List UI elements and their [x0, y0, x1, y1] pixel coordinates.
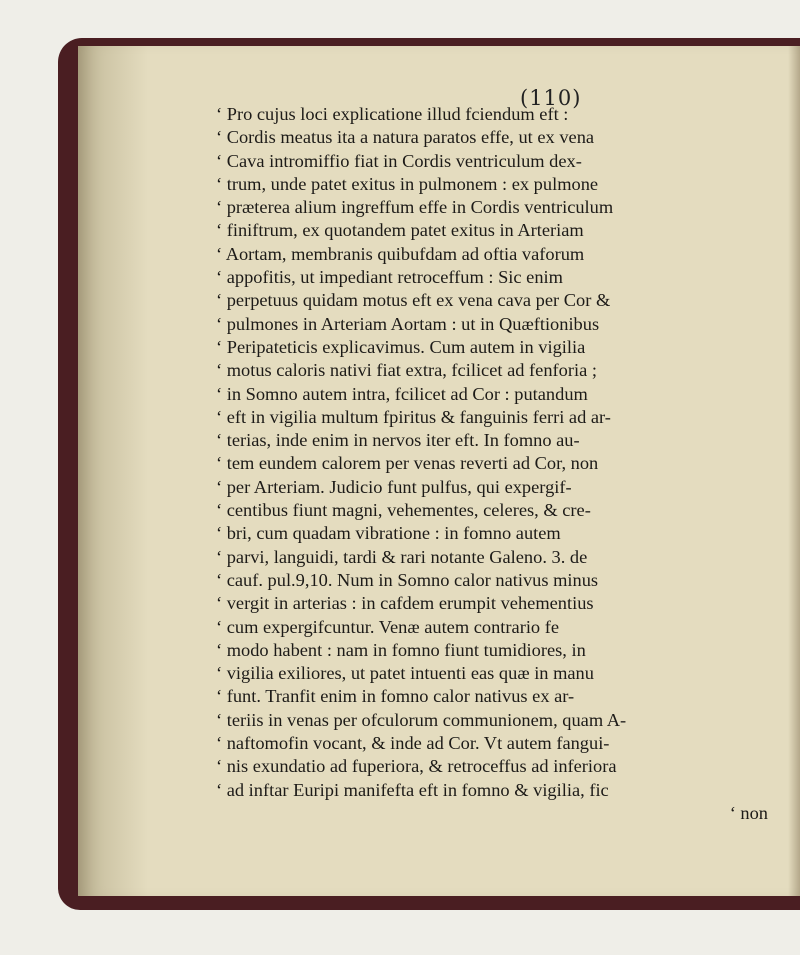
text-line: ‘ per Arteriam. Judicio funt pulfus, qui expergif- [216, 476, 572, 497]
text-line: ‘ funt. Tranfit enim in fomno calor nativus ex ar- [216, 686, 575, 707]
text-line: ‘ finiftrum, ex quotandem patet exitus in Arteriam [216, 220, 584, 241]
page-gutter-shadow [78, 46, 148, 896]
text-line: ‘ vigilia exiliores, ut patet intuenti eas quæ in manu [216, 663, 594, 684]
text-line: ‘ Aortam, membranis quibufdam ad oftia vaforum [216, 243, 585, 264]
text-line: ‘ terias, inde enim in nervos iter eft. In fomno au- [216, 430, 580, 451]
text-line: ‘ ad inftar Euripi manifefta eft in fomno & vigilia, fic [216, 779, 609, 800]
text-line: ‘ Pro cujus loci explicatione illud fciendum eft : [216, 104, 569, 124]
text-line: ‘ nis exundatio ad fuperiora, & retroceffus ad inferiora [216, 756, 617, 777]
catchword: ‘ non [729, 802, 768, 823]
text-line: ‘ Peripateticis explicavimus. Cum autem in vigilia [216, 336, 586, 357]
text-line: ‘ præterea alium ingreffum effe in Cordis ventriculum [216, 197, 614, 218]
text-block [216, 103, 776, 825]
text-line: ‘ Cava intromiffio fiat in Cordis ventriculum dex- [216, 150, 582, 171]
text-line: ‘ cum expergifcuntur. Venæ autem contrario fe [216, 616, 560, 637]
text-line: ‘ eft in vigilia multum fpiritus & fanguinis ferri ad ar- [216, 406, 611, 427]
text-line: ‘ perpetuus quidam motus eft ex vena cava per Cor & [216, 290, 611, 311]
text-line: ‘ bri, cum quadam vibratione : in fomno autem [216, 523, 561, 544]
text-line: ‘ in Somno autem intra, fcilicet ad Cor : putandum [216, 383, 588, 404]
text-line: ‘ teriis in venas per ofculorum communionem, quam A- [216, 709, 627, 730]
text-line: ‘ pulmones in Arteriam Aortam : ut in Quæftionibus [216, 313, 600, 334]
text-line: ‘ modo habent : nam in fomno fiunt tumidiores, in [216, 639, 586, 660]
text-line: ‘ tem eundem calorem per venas reverti ad Cor, non [216, 453, 599, 474]
text-line: ‘ centibus fiunt magni, vehementes, celeres, & cre- [216, 500, 591, 521]
text-line: ‘ Cordis meatus ita a natura paratos effe, ut ex vena [216, 127, 595, 148]
text-line: ‘ vergit in arterias : in cafdem erumpit vehementius [216, 593, 594, 614]
text-line: ‘ cauf. pul.9,10. Num in Somno calor nativus minus [216, 569, 599, 590]
text-line: ‘ parvi, languidi, tardi & rari notante Galeno. 3. de [216, 546, 588, 567]
text-line: ‘ appofitis, ut impediant retroceffum : Sic enim [216, 267, 563, 288]
text-line: ‘ naftomofin vocant, & inde ad Cor. Vt autem fangui- [216, 733, 610, 754]
text-line: ‘ trum, unde patet exitus in pulmonem : ex pulmone [216, 173, 599, 194]
page-number: (110) [520, 86, 582, 110]
page-edge-shadow [788, 46, 800, 896]
text-line: ‘ motus caloris nativi fiat extra, fcilicet ad fenforia ; [216, 360, 597, 381]
